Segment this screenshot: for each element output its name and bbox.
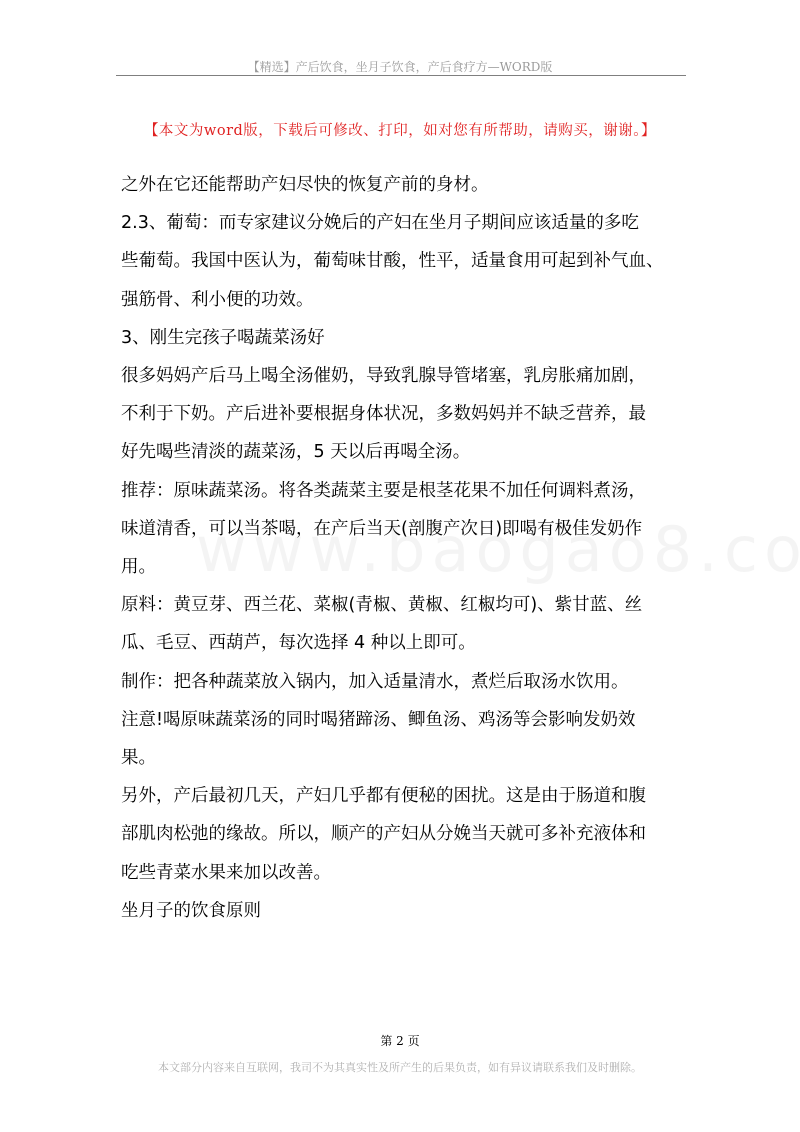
section-heading: 3、刚生完孩子喝蔬菜汤好 (121, 327, 325, 348)
text-line: 强筋骨、利小便的功效。 (121, 289, 314, 310)
text-line: 瓜、毛豆、西葫芦，每次选择 4 种以上即可。 (121, 633, 476, 654)
text-line: 很多妈妈产后马上喝全汤催奶，导致乳腺导管堵塞，乳房胀痛加剧， (121, 366, 646, 387)
text-line: 原料：黄豆芽、西兰花、菜椒(青椒、黄椒、红椒均可)、紫甘蓝、丝 (121, 595, 643, 616)
page-footer: 本文部分内容来自互联网，我司不为其真实性及所产生的后果负责，如有异议请联系我们及时删除。 (158, 1061, 642, 1074)
page-number: 第 2 页 (380, 1034, 420, 1048)
text-line: 好先喝些清淡的蔬菜汤，5 天以后再喝全汤。 (121, 442, 471, 463)
text-line: 吃些青菜水果来加以改善。 (121, 862, 331, 883)
text-line: 注意!喝原味蔬菜汤的同时喝猪蹄汤、鲫鱼汤、鸡汤等会影响发奶效 (121, 709, 636, 730)
text-line: 推荐：原味蔬菜汤。将各类蔬菜主要是根茎花果不加任何调料煮汤， (121, 480, 646, 501)
header-divider (116, 75, 686, 76)
document-body (121, 166, 693, 930)
text-line: 部肌肉松弛的缘故。所以，顺产的产妇从分娩当天就可多补充液体和 (121, 824, 646, 845)
download-notice: 【本文为word版，下载后可修改、打印，如对您有所帮助，请购买，谢谢。】 (143, 123, 657, 139)
text-line: 用。 (121, 557, 156, 578)
text-line: 另外，产后最初几天，产妇几乎都有便秘的困扰。这是由于肠道和腹 (121, 786, 646, 807)
text-line: 不利于下奶。产后进补要根据身体状况，多数妈妈并不缺乏营养，最 (121, 404, 646, 425)
text-line: 之外在它还能帮助产妇尽快的恢复产前的身材。 (121, 175, 489, 195)
text-line: 制作：把各种蔬菜放入锅内，加入适量清水，煮烂后取汤水饮用。 (121, 671, 629, 692)
text-line: 2.3、葡萄：而专家建议分娩后的产妇在坐月子期间应该适量的多吃 (121, 213, 639, 234)
page-header: 【精选】产后饮食，坐月子饮食，产后食疗方—WORD版 (247, 60, 553, 74)
section-heading: 坐月子的饮食原则 (121, 900, 261, 921)
text-line: 味道清香，可以当茶喝，在产后当天(剖腹产次日)即喝有极佳发奶作 (121, 518, 643, 539)
text-line: 果。 (121, 748, 156, 769)
text-line: 些葡萄。我国中医认为，葡萄味甘酸，性平，适量食用可起到补气血、 (121, 251, 664, 272)
